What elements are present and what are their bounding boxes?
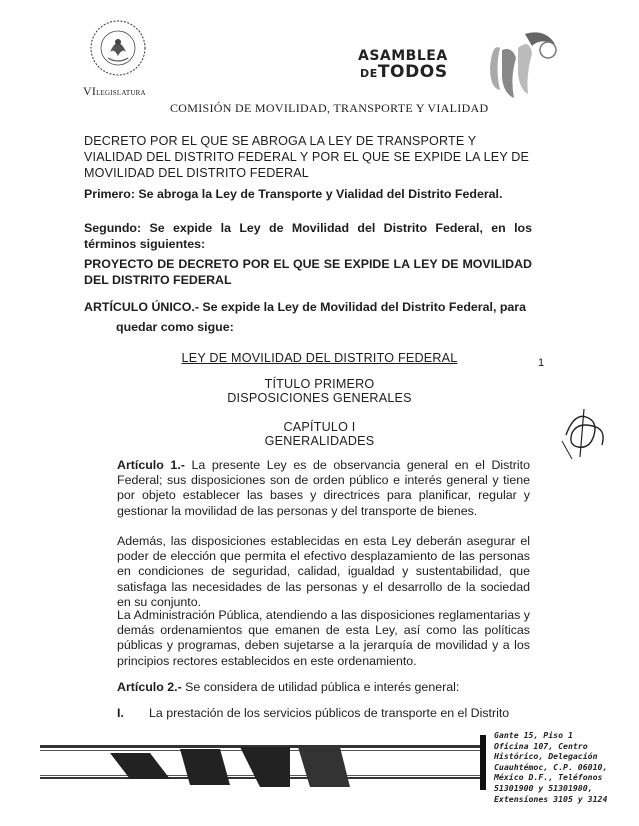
assembly-emblem-icon — [470, 28, 560, 108]
footer-line: Histórico, Delegación — [494, 751, 598, 762]
assembly-seal-icon — [78, 12, 158, 82]
footer-line: Oficina 107, Centro — [494, 740, 588, 751]
paragraph-ademas: Además, las disposiciones establecidas en esta Ley deberán asegurar el poder de elección que permita el efectivo desplazamiento de las personas en condiciones de seguridad, calidad, igualdad y sustentabilidad, que satisfaga las necesidades de las personas y el desarrollo de la sociedad en su conjunto. — [117, 534, 530, 609]
capitulo-number: CAPÍTULO I — [283, 420, 356, 434]
law-title: LEY DE MOVILIDAD DEL DISTRITO FEDERAL — [181, 351, 458, 365]
fraccion-number: I. — [117, 706, 124, 720]
brand-de: DE — [359, 67, 378, 80]
fraccion-text: La prestación de los servicios públicos de transporte en el Distrito — [149, 706, 510, 720]
capitulo-name: GENERALIDADES — [264, 434, 375, 448]
footer-line: Cuauhtémoc, C.P. 06010, — [494, 761, 608, 772]
handwritten-signature — [560, 405, 608, 460]
articulo-unico — [84, 297, 534, 337]
page-number: 1 — [538, 357, 545, 369]
committee-title: COMISIÓN DE MOVILIDAD, TRANSPORTE Y VIALIDAD — [170, 101, 489, 115]
segundo-paragraph: Segundo: Se expide la Ley de Movilidad del Distrito Federal, en los términos siguientes: — [84, 221, 532, 251]
primero-paragraph: Primero: Se abroga la Ley de Transporte y Vialidad del Distrito Federal. — [84, 187, 503, 201]
articulo-2-label: Artículo 2.- — [117, 680, 182, 694]
titulo-number: TÍTULO PRIMERO — [264, 377, 375, 391]
articulo-1-label: Artículo 1.- — [117, 458, 185, 472]
paragraph-administracion: La Administración Pública, atendiendo a las disposiciones reglamentarias y demás ordenamientos que emanen de esta Ley, así como las políticas públicas y programas, deben sujetarse a la jerarquía de movilidad y a los principios rectores establecidos en este ordenamiento. — [117, 608, 530, 668]
footer-line: 51301900 y 51301980, — [494, 782, 593, 793]
brand-line1: ASAMBLEA — [358, 48, 448, 64]
footer-address — [494, 730, 614, 804]
fraccion-i — [117, 706, 532, 721]
articulo-unico-line2: quedar como sigue: — [116, 320, 234, 334]
asamblea-de-todos-logo — [358, 48, 448, 82]
articulo-2 — [117, 680, 530, 695]
footer-line: México D.F., Teléfonos — [494, 772, 603, 783]
footer-line: Extensiones 3105 y 3124 — [494, 793, 608, 804]
articulo-2-text: Se considera de utilidad pública e interés general: — [181, 680, 460, 694]
articulo-1 — [117, 458, 530, 519]
decreto-heading: DECRETO POR EL QUE SE ABROGA LA LEY DE TRANSPORTE Y VIALIDAD DEL DISTRITO FEDERAL Y POR EL QUE SE EXPIDE LA LEY DE MOVILIDAD DEL DISTRITO FEDERAL — [84, 134, 530, 180]
footer-decorative-band — [40, 735, 486, 790]
footer-line: Gante 15, Piso 1 — [494, 730, 573, 740]
articulo-unico-line1: ARTÍCULO ÚNICO.- Se expide la Ley de Movilidad del Distrito Federal, para — [84, 300, 527, 314]
proyecto-heading: PROYECTO DE DECRETO POR EL QUE SE EXPIDE LA LEY DE MOVILIDAD DEL DISTRITO FEDERAL — [84, 257, 532, 287]
articulo-1-text: La presente Ley es de observancia general en el Distrito Federal; sus disposiciones son de orden público e interés general y tiene por objeto establecer las bases y directrices para planificar, regular y gestionar la movilidad de las personas y del transporte de bienes. — [117, 458, 530, 518]
brand-line2: TODOS — [377, 62, 448, 82]
legislature-word: LEGISLATURA — [96, 89, 146, 97]
legislature-label — [83, 84, 146, 99]
legislature-roman: VI — [83, 84, 97, 98]
titulo-name: DISPOSICIONES GENERALES — [227, 391, 412, 405]
